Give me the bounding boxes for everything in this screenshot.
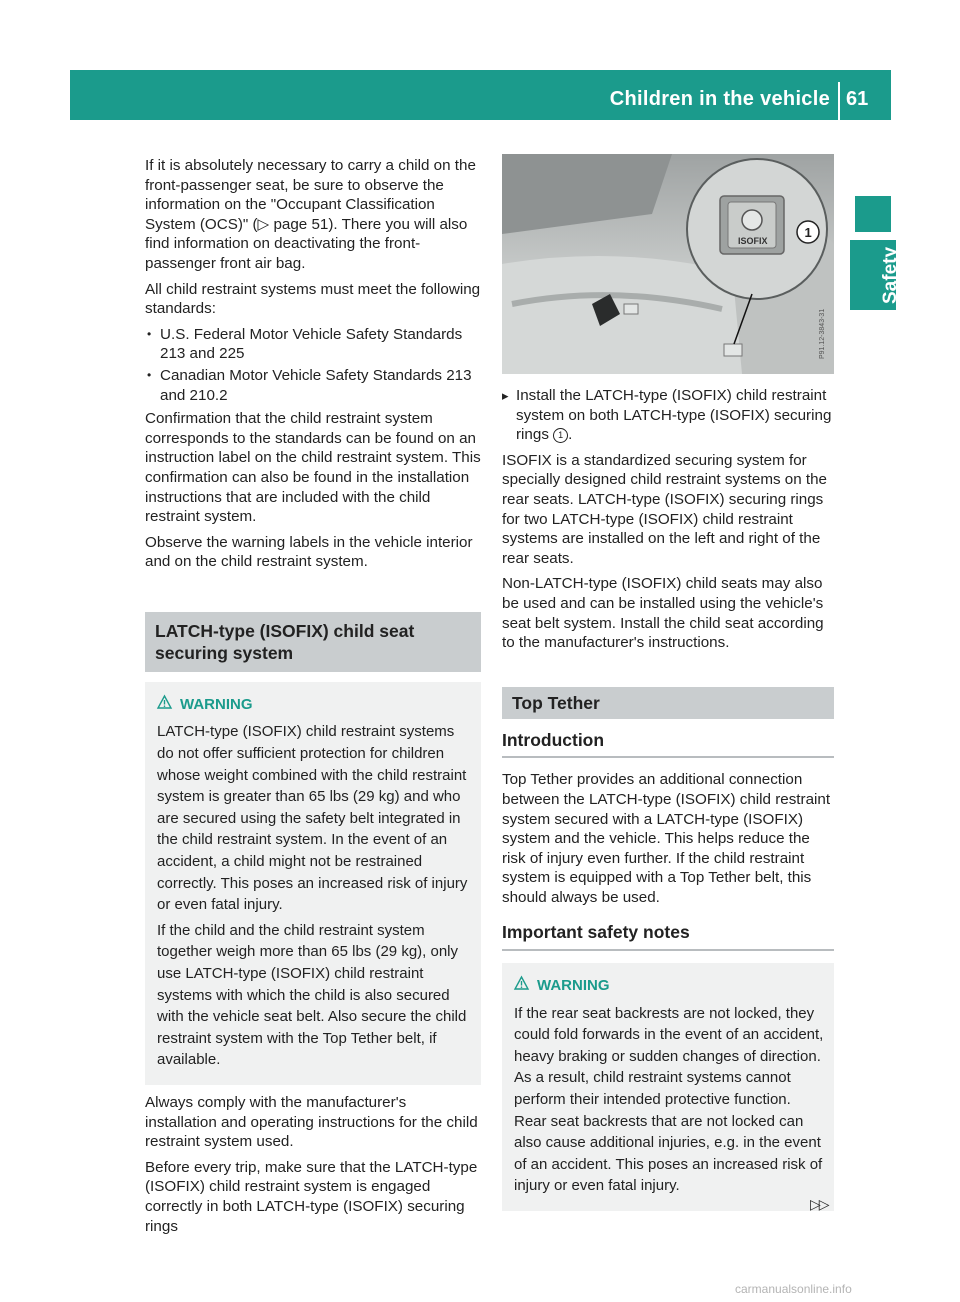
header-divider (838, 82, 840, 122)
isofix-label: ISOFIX (738, 236, 768, 246)
figure-code: P91.12-3843-31 (819, 308, 826, 359)
callout-number: 1 (804, 225, 812, 240)
subheading: Introduction (502, 731, 834, 759)
right-column (502, 386, 834, 1211)
paragraph: Confirmation that the child restraint system corresponds to the standards can be found on an instruction label on the child restraint system. This confirmation can also be found in the installation instructions that are included with the child restraint system. (145, 410, 481, 526)
section-heading: LATCH-type (ISOFIX) child seat securing system (145, 612, 481, 672)
list-item: • U.S. Federal Motor Vehicle Safety Standards 213 and 225 (145, 325, 481, 364)
paragraph: All child restraint systems must meet the following standards: (145, 280, 481, 318)
warning-text: If the child and the child restraint system together weigh more than 65 lbs (29 kg), only use LATCH-type (ISOFIX) child restraint systems with which the child is also secured with the vehicle seat belt. Also secure the child restraint system with the Top Tether belt, if available. (157, 921, 467, 1069)
warning-text: LATCH-type (ISOFIX) child restraint systems do not offer sufficient protection for children whose weight combined with the child restraint system is greater than 65 lbs (29 kg) and who are secured using the safety belt integrated in the child restraint system. In the event of an accident, a child might not be restrained correctly. This poses an increased risk of injury or even fatal injury. (157, 723, 468, 914)
warning-box (502, 963, 834, 1211)
continue-icon: ▷▷ (810, 1196, 828, 1212)
paragraph: Always comply with the manufacturer's installation and operating instructions for the child restraint system used. (145, 1093, 478, 1151)
watermark: carmanualsonline.info (735, 1282, 852, 1296)
paragraph: Before every trip, make sure that the LATCH-type (ISOFIX) child restraint system is engaged correctly in both LATCH-type (ISOFIX) securing rings (145, 1158, 478, 1235)
warning-title: WARNING (157, 694, 471, 716)
warning-box (145, 682, 481, 1085)
step-arrow-icon: ▸ (502, 388, 509, 403)
isofix-photo (502, 154, 834, 374)
paragraph: Top Tether provides an additional connection between the LATCH-type (ISOFIX) child restraint system secured with a LATCH-type (ISOFIX) system and the vehicle. This helps reduce the risk of injury even further. If the child restraint system is equipped with a Top Tether belt, this should always be used. (502, 771, 831, 906)
side-tab-label: Safety (880, 246, 901, 304)
side-tab-safety[interactable] (850, 240, 901, 310)
page-number: 61 (846, 88, 869, 110)
left-column (145, 156, 481, 1242)
paragraph: ISOFIX is a standardized securing system for specially designed child restraint systems on the rear seats. LATCH-type (ISOFIX) securing rings for two LATCH-type (ISOFIX) child restraint systems are installed on the left and right of the rear seats. (502, 451, 828, 567)
paragraph: If it is absolutely necessary to carry a child on the front-passenger seat, be sure to observe the information on the "Occupant Classification System (OCS)" (▷ page 51). There you will also find information on deactivating the front-passenger front air bag. (145, 157, 476, 272)
standards-list (145, 325, 481, 405)
install-step: ▸ Install the LATCH-type (ISOFIX) child restraint system on both LATCH-type (ISOFIX) securing rings 1 . (502, 387, 832, 444)
side-marker (855, 196, 891, 232)
warning-triangle-icon (514, 975, 529, 997)
subheading: Important safety notes (502, 923, 834, 951)
section-heading: Top Tether (502, 687, 834, 719)
paragraph: Non-LATCH-type (ISOFIX) child seats may also be used and can be installed using the vehicle's seat belt system. Install the child seat according to the manufacturer's instructions. (502, 575, 824, 652)
callout-marker: 1 (553, 428, 568, 443)
warning-title: WARNING (514, 975, 824, 997)
list-item: • Canadian Motor Vehicle Safety Standards 213 and 210.2 (145, 366, 481, 405)
paragraph: Observe the warning labels in the vehicle interior and on the child restraint system. (145, 533, 473, 571)
chapter-title: Children in the vehicle (609, 88, 830, 110)
warning-triangle-icon (157, 694, 172, 716)
warning-text: If the rear seat backrests are not locked, they could fold forwards in the event of an accident, heavy braking or sudden changes of direction. As a result, child restraint systems cannot perform their intended protective function. Rear seat backrests that are not locked can also cause additional injuries, e.g. in the event of an accident. This poses an increased risk of injury or even fatal injury. (514, 1004, 824, 1195)
